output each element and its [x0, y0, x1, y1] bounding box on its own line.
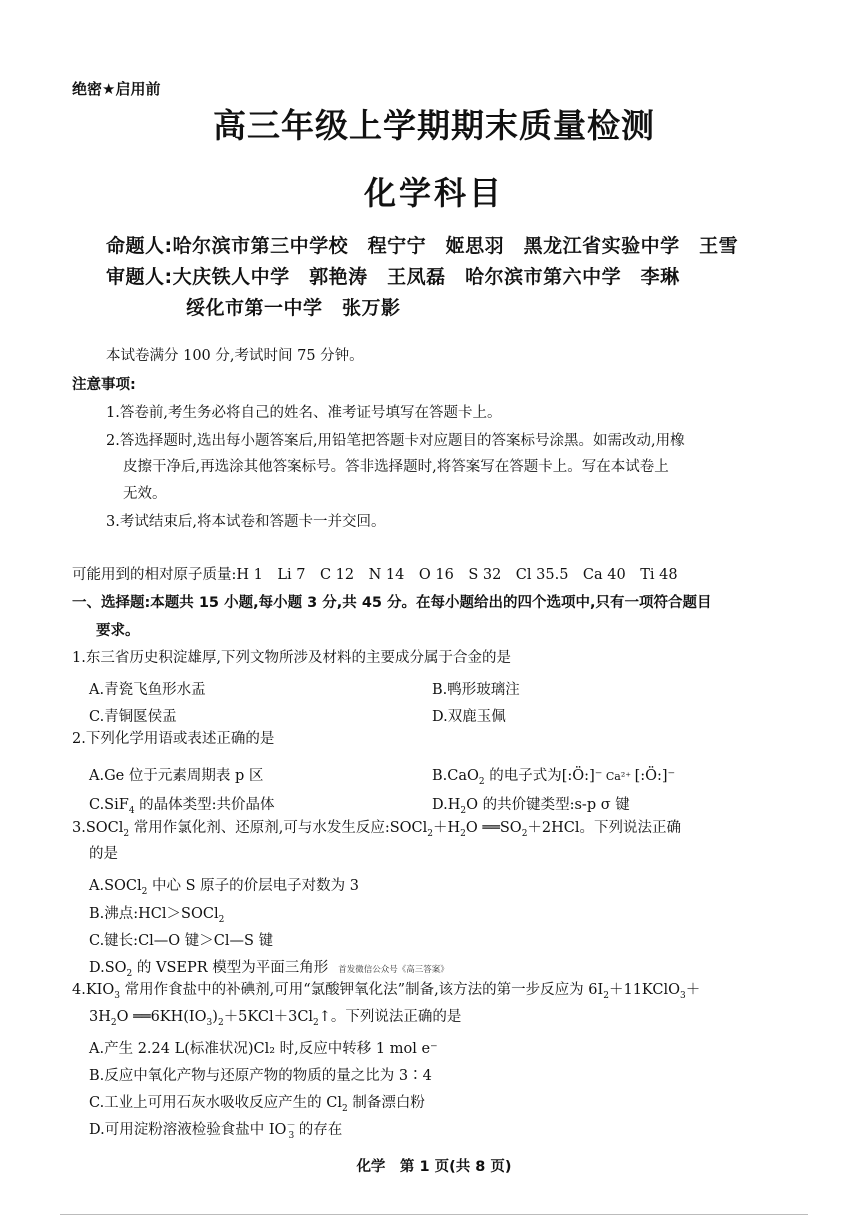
q2-c-prefix: C.SiF — [89, 797, 129, 813]
q3-option-d — [89, 956, 449, 979]
q1-option-c: C.青铜匽侯盂 — [89, 709, 177, 725]
q3-d-post: 的 VSEPR 模型为平面三角形 — [132, 960, 329, 976]
q2-c-post: 的晶体类型:共价晶体 — [134, 797, 275, 813]
notice-item-2c: 无效。 — [123, 486, 167, 502]
subscript: 2 — [141, 886, 148, 897]
q3-option-c: C.键长:Cl—O 键＞Cl—S 键 — [89, 933, 274, 949]
subscript: 3 — [114, 990, 121, 1001]
subscript: 2 — [427, 828, 434, 839]
q4-stem-b — [89, 1010, 461, 1028]
q3-stem-a — [72, 821, 681, 839]
authors-line-2: 审题人:大庆铁人中学 郭艳涛 王凤磊 哈尔滨市第六中学 李琳 — [106, 266, 680, 288]
q1-option-d: D.双鹿玉佩 — [432, 709, 506, 725]
q4-d-pre: D.可用淀粉溶液检验食盐中 IO — [89, 1122, 287, 1138]
q4-stem-b-mid3: ＋5KCl＋3Cl — [223, 1009, 314, 1025]
q1-stem: 1.东三省历史积淀雄厚,下列文物所涉及材料的主要成分属于合金的是 — [72, 650, 511, 666]
q2-b-prefix: B.CaO — [432, 768, 479, 784]
subscript: 2 — [110, 1017, 117, 1028]
q4-stem-b-mid1: O ══6KH(IO — [116, 1009, 207, 1025]
q3-stem-mid2: ＋H — [433, 820, 461, 836]
q2-option-a: A.Ge 位于元素周期表 p 区 — [89, 768, 264, 784]
q2-d-post: O 的共价键类型:s-p σ 键 — [466, 797, 630, 813]
subscript: 2 — [126, 968, 133, 979]
atomic-masses: 可能用到的相对原子质量:H 1 Li 7 C 12 N 14 O 16 S 32 Cl 35.5 Ca 40 Ti 48 — [72, 567, 678, 583]
q3-stem-pre: 3.SOCl — [72, 820, 124, 836]
q3-a-pre: A.SOCl — [89, 878, 142, 894]
q4-option-d — [89, 1118, 342, 1141]
q4-c-post: 制备漂白粉 — [347, 1095, 425, 1111]
page-footer: 化学 第 1 页(共 8 页) — [356, 1159, 512, 1175]
secret-mark: 绝密★启用前 — [72, 80, 161, 98]
notice-item-2b: 皮擦干净后,再选涂其他答案标号。答非选择题时,将答案写在答题卡上。写在本试卷上 — [123, 459, 669, 475]
subscript: 3 — [206, 1017, 213, 1028]
q4-stem-a-post: ＋ — [685, 982, 701, 998]
q2-option-b — [432, 764, 675, 787]
bottom-divider — [60, 1214, 808, 1215]
q2-stem: 2.下列化学用语或表述正确的是 — [72, 731, 275, 747]
q4-stem-a-mid: 常用作食盐中的补碘剂,可用“氯酸钾氧化法”制备,该方法的第一步反应为 6I — [120, 982, 604, 998]
q2-b-mid: 的电子式为 — [484, 768, 562, 784]
subject-title: 化学科目 — [363, 174, 504, 212]
subscript: 4 — [128, 805, 135, 816]
subscript: 2 — [217, 1017, 224, 1028]
q1-option-a: A.青瓷飞鱼形水盂 — [89, 682, 206, 698]
page-title: 高三年级上学期期末质量检测 — [213, 106, 655, 145]
q3-stem-post: ＋2HCl。下列说法正确 — [527, 820, 682, 836]
subscript: 2 — [521, 828, 528, 839]
subscript: 2 — [123, 828, 130, 839]
q3-a-post: 中心 S 原子的价层电子对数为 3 — [147, 878, 359, 894]
notice-heading: 注意事项: — [72, 377, 136, 393]
q4-stem-b-pre: 3H — [89, 1009, 111, 1025]
q4-option-a: A.产生 2.24 L(标准状况)Cl₂ 时,反应中转移 1 mol e⁻ — [89, 1041, 438, 1057]
authors-line-1: 命题人:哈尔滨市第三中学校 程宁宁 姬思羽 黑龙江省实验中学 王雪 — [106, 235, 739, 257]
q4-option-c — [89, 1091, 425, 1114]
q4-stem-a-pre: 4.KIO — [72, 982, 115, 998]
q3-stem-b: 的是 — [89, 846, 118, 862]
q3-stem-mid3: O ══SO — [465, 820, 522, 836]
notice-item-2a: 2.答选择题时,选出每小题答案后,用铅笔把答题卡对应题目的答案标号涂黑。如需改动,用橡 — [106, 433, 685, 449]
authors-line-3: 绥化市第一中学 张万影 — [186, 297, 401, 319]
subscript: 2 — [313, 1017, 319, 1028]
subscript: 2 — [478, 776, 485, 787]
q2-option-c — [89, 793, 275, 816]
q3-option-a — [89, 874, 359, 897]
watermark-text: 首发微信公众号《高三答案》 — [338, 965, 449, 975]
q4-option-b: B.反应中氧化产物与还原产物的物质的量之比为 3∶4 — [89, 1068, 432, 1084]
subscript: 2 — [460, 805, 467, 816]
electron-formula-anion-2: [:Ö:]⁻ — [634, 768, 676, 784]
subscript: 2 — [460, 828, 466, 839]
section-heading-b: 要求。 — [96, 623, 140, 639]
subscript: 2 — [342, 1103, 348, 1114]
q4-stem-a — [72, 983, 700, 1001]
q3-stem-mid1: 常用作氯化剂、还原剂,可与水发生反应:SOCl — [129, 820, 428, 836]
q3-d-pre: D.SO — [89, 960, 127, 976]
q2-d-prefix: D.H — [432, 797, 461, 813]
q4-c-pre: C.工业上可用石灰水吸收反应产生的 Cl — [89, 1095, 343, 1111]
electron-formula-cation: Ca²⁺ — [602, 770, 635, 783]
q4-stem-b-post: ↑。下列说法正确的是 — [318, 1009, 462, 1025]
electron-formula-anion-1: [:Ö:]⁻ — [561, 768, 603, 784]
q2-option-d — [432, 793, 630, 816]
subscript: 3 — [288, 1130, 295, 1141]
q3-b-pre: B.沸点:HCl＞SOCl — [89, 906, 219, 922]
q4-stem-b-mid2: ) — [212, 1009, 218, 1025]
notice-item-3: 3.考试结束后,将本试卷和答题卡一并交回。 — [106, 514, 386, 530]
notice-item-1: 1.答卷前,考生务必将自己的姓名、准考证号填写在答题卡上。 — [106, 405, 502, 421]
q1-option-b: B.鸭形玻璃注 — [432, 682, 520, 698]
subscript: 2 — [218, 914, 225, 925]
q3-option-b — [89, 902, 224, 925]
q4-stem-a-mid2: ＋11KClO — [608, 982, 680, 998]
superscript: － — [286, 1121, 296, 1132]
subscript: 2 — [603, 990, 609, 1001]
subscript: 3 — [680, 990, 686, 1001]
intro-text: 本试卷满分 100 分,考试时间 75 分钟。 — [106, 348, 364, 364]
section-heading-a: 一、选择题:本题共 15 小题,每小题 3 分,共 45 分。在每小题给出的四个选项中,只有一项符合题目 — [72, 595, 712, 611]
q4-d-post: 的存在 — [294, 1122, 343, 1138]
